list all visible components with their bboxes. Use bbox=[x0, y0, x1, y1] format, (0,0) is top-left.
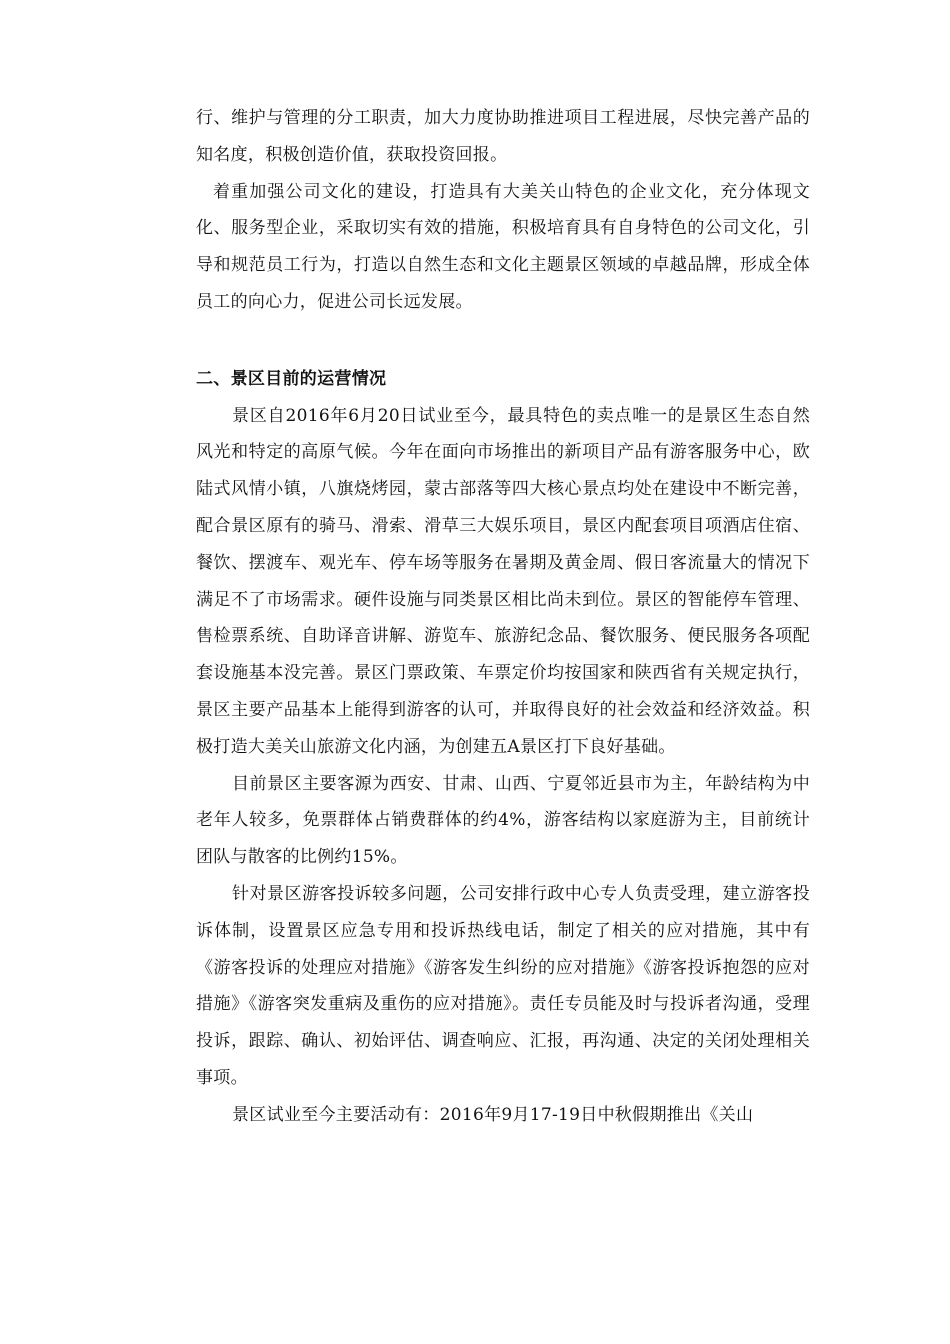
visitor-source-paragraph: 目前景区主要客源为西安、甘肃、山西、宁夏邻近县市为主，年龄结构为中老年人较多，免票群体占销费群体的约4%，游客结构以家庭游为主，目前统计团队与散客的比例约15%。 bbox=[196, 773, 810, 868]
intro-paragraph-culture: 着重加强公司文化的建设，打造具有大美关山特色的企业文化，充分体现文化、服务型企业，采取切实有效的措施，积极培育具有自身特色的公司文化，引导和规范员工行为，打造以自然生态和文化主题景区领域的卓越品牌，形成全体员工的向心力，促进公司长远发展。 bbox=[196, 181, 810, 312]
section-heading: 二、景区目前的运营情况 bbox=[196, 368, 387, 389]
complaint-handling-paragraph: 针对景区游客投诉较多问题，公司安排行政中心专人负责受理，建立游客投诉体制，设置景区应急专用和投诉热线电话，制定了相关的应对措施，其中有《游客投诉的处理应对措施》《游客发生纠纷的应对措施》《游客投诉抱怨的应对措施》《游客突发重病及重伤的应对措施》。责任专员能及时与投诉者沟通，受理投诉，跟踪、确认、初始评估、调查响应、汇报，再沟通、决定的关闭处理相关事项。 bbox=[196, 883, 810, 1088]
activities-paragraph: 景区试业至今主要活动有：2016年9月17-19日中秋假期推出《关山 bbox=[232, 1104, 754, 1125]
intro-paragraph-continued: 行、维护与管理的分工职责，加大力度协助推进项目工程进展，尽快完善产品的知名度，积极创造价值，获取投资回报。 bbox=[196, 108, 810, 165]
document-body bbox=[196, 100, 810, 1134]
operations-paragraph: 景区自2016年6月20日试业至今，最具特色的卖点唯一的是景区生态自然风光和特定的高原气候。今年在面向市场推出的新项目产品有游客服务中心，欧陆式风情小镇，八旗烧烤园，蒙古部落等四大核心景点均处在建设中不断完善，配合景区原有的骑马、滑索、滑草三大娱乐项目，景区内配套项目项酒店住宿、餐饮、摆渡车、观光车、停车场等服务在暑期及黄金周、假日客流量大的情况下满足不了市场需求。硬件设施与同类景区相比尚未到位。景区的智能停车管理、售检票系统、自助译音讲解、游览车、旅游纪念品、餐饮服务、便民服务各项配套设施基本没完善。景区门票政策、车票定价均按国家和陕西省有关规定执行，景区主要产品基本上能得到游客的认可，并取得良好的社会效益和经济效益。积极打造大美关山旅游文化内涵，为创建五A景区打下良好基础。 bbox=[196, 405, 810, 757]
